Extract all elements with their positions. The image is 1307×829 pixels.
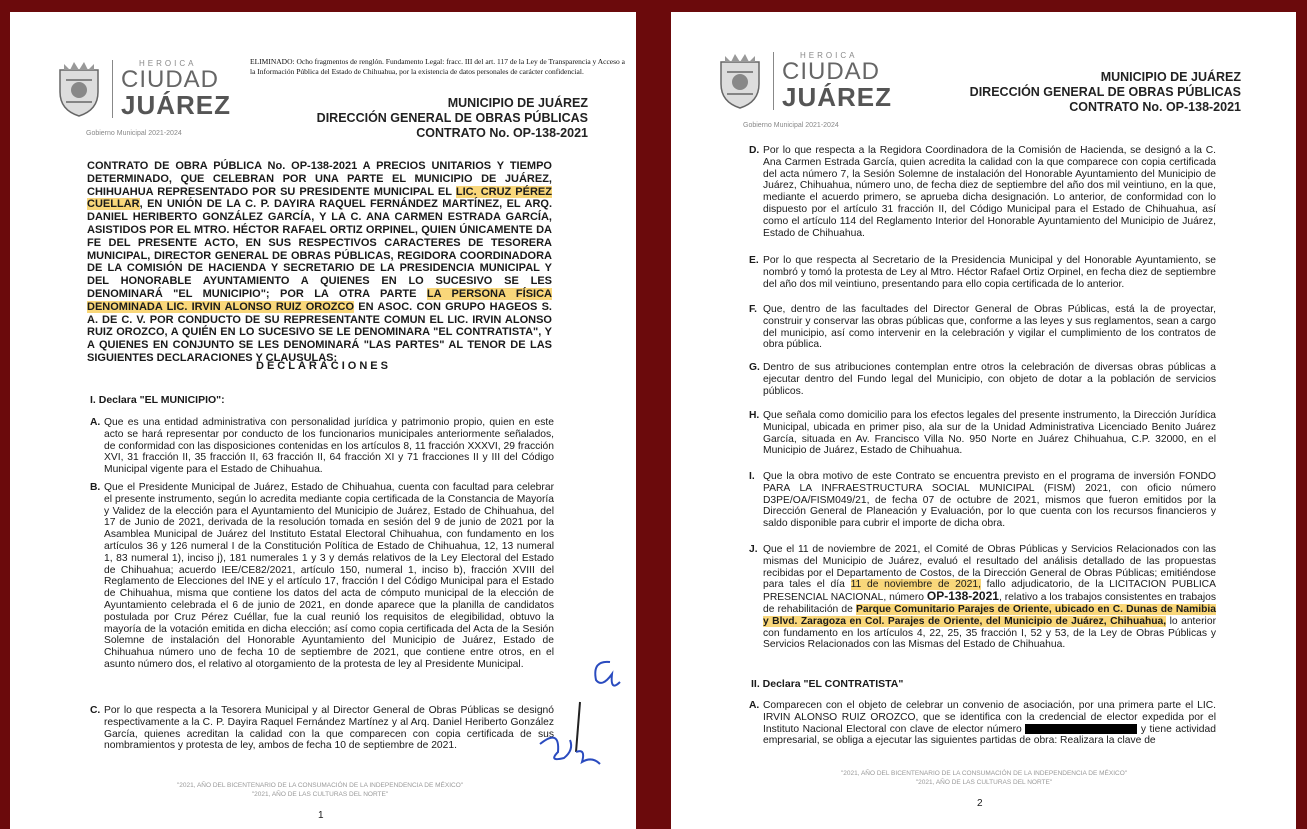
declaration-j xyxy=(749,544,1217,651)
declaration-i xyxy=(749,471,1216,530)
item-letter: F. xyxy=(749,304,758,315)
item-letter: G. xyxy=(749,362,760,373)
contract-number: OP-138-2021 xyxy=(926,589,999,604)
header-line-1: MUNICIPIO DE JUÁREZ xyxy=(447,96,588,110)
juarez-label: JUÁREZ xyxy=(121,90,232,120)
heroica-label: HEROICA xyxy=(800,51,858,60)
item-letter: A. xyxy=(749,700,760,711)
highlight-contractor: LA PERSONA FÍSICA DENOMINADA LIC. IRVIN ALONSO RUIZ OROZCO xyxy=(87,287,552,313)
gobierno-label: Gobierno Municipal 2021-2024 xyxy=(743,122,839,129)
page-number: 2 xyxy=(977,798,983,809)
page-footer xyxy=(799,769,1169,787)
item-letter: D. xyxy=(749,145,760,156)
document-page-2 xyxy=(671,12,1296,829)
juarez-label: JUÁREZ xyxy=(782,82,893,112)
city-wordmark xyxy=(112,60,231,118)
document-header xyxy=(970,70,1241,115)
item-letter: J. xyxy=(749,544,758,555)
item-letter: E. xyxy=(749,255,759,266)
footer-line-2: "2021, AÑO DE LAS CULTURAS DEL NORTE" xyxy=(251,791,389,798)
coat-of-arms-icon xyxy=(54,60,104,118)
item-text: Que la obra motivo de este Contrato se encuentra previsto en el programa de inversión FONDO PARA LA INFRAESTRUCTURA SOCIAL MUNICIPAL (FISM) 2021, con oficio número D3PE/OA/FISM049/21, de fecha 07 de octubre de 2021, mismos que fueron emitidos por la Dirección General de Planeación y Evaluación, por lo que cuenta con los recursos financieros y saldo disponible para cubrir el importe de dicha obra. xyxy=(763,471,1216,530)
header-line-2: DIRECCIÓN GENERAL DE OBRAS PÚBLICAS xyxy=(316,111,588,125)
declaration-e xyxy=(749,255,1216,290)
declaration-b xyxy=(90,482,554,671)
footer-line-1: "2021, AÑO DEL BICENTENARIO DE LA CONSUMACIÓN DE LA INDEPENDENCIA DE MÉXICO" xyxy=(176,782,464,789)
contract-intro xyxy=(87,160,552,365)
intro-text-b: , EN UNIÓN DE LA C. P. DAYIRA RAQUEL FERNÁNDEZ MARTÍNEZ, EL ARQ. DANIEL HERIBERTO GONZÁLEZ GARCÍA, Y LA C. ANA CARMEN ESTRADA GARCÍA, ASISTIDOS POR EL MTRO. HÉCTOR RAFAEL ORTIZ ORPINEL, QUIEN ÚNICAMENTE DA FE DEL PRESENTE ACTO, EN SUS RESPECTIVOS CARACTERES DE TESORERA MUNICIPAL, DIRECTOR GENERAL DE OBRAS PÚBLICAS, REGIDORA COORDINADORA DE LA COMISIÓN DE HACIENDA Y SECRETARIO DE LA PRESIDENCIA MUNICIPAL Y DEL HONORABLE AYUNTAMIENTO A QUIENES EN LO SUCESIVO SE LES DENOMINARÁ "EL MUNICIPIO"; POR LA OTRA PARTE xyxy=(87,198,552,300)
coat-of-arms-icon xyxy=(715,52,765,110)
intro-text-c: EN ASOC. CON GRUPO HAGEOS S. A. DE C. V. POR CONDUCTO DE SU REPRESENTANTE COMUN EL LIC. IRVIN ALONSO RUIZ OROZCO, A QUIÉN EN LO SUCESIVO SE LE DENOMINARA "EL CONTRATISTA", Y A QUIENES EN CONJUNTO SE LES DENOMINARÁ "LAS PARTES" AL TENOR DE LAS SIGUIENTES DECLARACIONES Y CLAUSULAS: xyxy=(87,300,552,364)
item-text-d: lo anterior con fundamento en los artículos 4, 22, 25, 35 fracción I, 52 y 53, de la Ley de Obras Públicas y Servicios Relacionados con las Mismas del Estado de Chihuahua. xyxy=(763,615,1217,651)
declaration-g xyxy=(749,362,1216,397)
item-letter: A. xyxy=(90,417,101,428)
document-header xyxy=(317,96,588,141)
ciudad-label: CIUDAD xyxy=(782,58,881,85)
item-text: Dentro de sus atribuciones contemplan entre otros la celebración de diversas obras públicas a ejecutar dentro del Fundo legal del Municipio, con objeto de dotar a la población de servicios públicos. xyxy=(763,362,1216,397)
header-line-2: DIRECCIÓN GENERAL DE OBRAS PÚBLICAS xyxy=(969,85,1241,99)
declaration-c xyxy=(90,705,554,752)
header-line-3: CONTRATO No. OP-138-2021 xyxy=(1069,100,1241,114)
declaration-d xyxy=(749,145,1216,239)
highlight-date: 11 de noviembre de 2021, xyxy=(850,579,981,591)
item-text-b: fallo adjudicatorio, de la LICITACION PUBLICA PRESENCIAL NACIONAL, número xyxy=(763,579,1216,604)
gobierno-label: Gobierno Municipal 2021-2024 xyxy=(86,130,182,137)
item-text: Que el Presidente Municipal de Juárez, Estado de Chihuahua, cuenta con facultad para celebrar el presente instrumento, según lo acredita mediante copia certificada de la Constancia de Mayoría y Validez de la elección para el Ayuntamiento del Municipio de Juárez, Estado de Chihuahua, del 17 de Junio de 2021, derivada de la resolución tomada en sesión del 9 de junio de 2021 por la Asamblea Municipal de Juárez del Instituto Estatal Electoral Chihuahua, con fundamento en los artículos 36 y 126 numeral I de la Constitución Política de Estado de Chihuahua, 12, 13 numeral 1, 83 numeral 1), inciso j), 181 numerales 1 y 3 y demás relativos de la Ley Electoral del Estado de Chihuahua; acuerdo IEE/CE82/2021, artículo 150, numeral 1, inciso b), fracción XVIII del Reglamento de Elecciones del INE y el artículo 17, fracción I del Código Municipal para el Estado de Chihuahua, misma que contiene los datos del acta de cómputo municipal de la elección de Ayuntamiento celebrada el 6 de junio de 2021, en donde aparece que la planilla de candidatos postulada por Cruz Pérez Cuéllar, fue la cual reunió los requisitos de elegibilidad, obtuvo la mayoría de la votación emitida en dicha elección; así como copia certificada del Acta de la Sesión Solemne de instalación del Honorable Ayuntamiento del Municipio de Juárez, Estado de Chihuahua número uno de fecha 10 de septiembre de 2021, que contiene entre otros, en el asunto número dos, el relativo al otorgamiento de la protesta de ley al Presidente Municipal. xyxy=(104,482,554,670)
section-1-heading: I. Declara "EL MUNICIPIO": xyxy=(90,394,225,406)
city-logo xyxy=(715,52,892,110)
document-page-1 xyxy=(10,12,636,829)
ciudad-label: CIUDAD xyxy=(121,66,220,93)
redaction-bar xyxy=(1025,724,1137,734)
item-text: Que, dentro de las facultades del Director General de Obras Públicas, está la de proyectar, construir y conservar las obras públicas que, conforme a las leyes y sus reglamentos, sean a cargo del municipio, así como intervenir en la celebración y vigilar el cumplimiento de los contratos de obra pública. xyxy=(763,304,1216,351)
item-letter: I. xyxy=(749,471,755,482)
header-line-1: MUNICIPIO DE JUÁREZ xyxy=(1100,70,1241,84)
item-letter: C. xyxy=(90,705,101,716)
item-text: Que señala como domicilio para los efectos legales del presente instrumento, la Dirección Jurídica Municipal, ubicada en primer piso, ala sur de la Unidad Administrativa Licenciado Benito Juárez García, situada en Av. Francisco Villa No. 950 Norte en Juárez Chihuahua, C.P. 32000, en el Municipio de Juárez, Estado de Chihuahua. xyxy=(763,410,1216,457)
footer-line-2: "2021, AÑO DE LAS CULTURAS DEL NORTE" xyxy=(915,779,1053,786)
item-text-a: Comparecen con el objeto de celebrar un convenio de asociación, por una primera parte el LIC. IRVIN ALONSO RUIZ OROZCO, que se identifica con la credencial de elector expedida por el Instituto Nacional Electoral con clave de elector número xyxy=(763,700,1216,735)
highlight-location: Parque Comunitario Parajes de Oriente, ubicado en C. Dunas de Namibia y Blvd. Zaragoza en Col. Parajes de Oriente, del Municipio de Juárez, Chihuahua, xyxy=(763,603,1216,627)
item-letter: H. xyxy=(749,410,760,421)
footer-line-1: "2021, AÑO DEL BICENTENARIO DE LA CONSUMACIÓN DE LA INDEPENDENCIA DE MÉXICO" xyxy=(840,770,1128,777)
item-text-c: , relativo a los trabajos consistentes en trabajos de rehabilitación de xyxy=(763,592,1216,615)
handwritten-signature-icon xyxy=(530,652,625,782)
header-line-3: CONTRATO No. OP-138-2021 xyxy=(416,126,588,140)
declaration-h xyxy=(749,410,1216,457)
page-footer xyxy=(140,781,500,799)
heroica-label: HEROICA xyxy=(139,59,197,68)
intro-text-a: CONTRATO DE OBRA PÚBLICA No. OP-138-2021 A PRECIOS UNITARIOS Y TIEMPO DETERMINADO, QUE CELEBRAN POR UNA PARTE EL MUNICIPIO DE JUÁREZ, CHIHUAHUA REPRESENTADO POR SU PRESIDENTE MUNICIPAL EL xyxy=(87,160,552,198)
section-2-heading: II. Declara "EL CONTRATISTA" xyxy=(751,678,904,690)
item-text: Por lo que respecta a la Tesorera Municipal y al Director General de Obras Públicas se designó respectivamente a la C. P. Dayira Raquel Fernández Martínez y al Arq. Daniel Heriberto González García, quienes acreditan la calidad con la que comparecen con copia certificada de sus nombramientos y protesta de ley, ambos de fecha 10 de septiembre de 2021. xyxy=(104,705,554,752)
declaration-f xyxy=(749,304,1216,351)
declaraciones-title: DECLARACIONES xyxy=(256,360,391,372)
declaration-a xyxy=(90,417,554,476)
highlight-president: LIC. CRUZ PÉREZ CUELLAR xyxy=(87,185,552,211)
city-logo xyxy=(54,60,231,118)
page-number: 1 xyxy=(318,810,324,821)
item-text: Por lo que respecta a la Regidora Coordinadora de la Comisión de Hacienda, se designó a la C. Ana Carmen Estrada García, quien acredita la calidad con la que comparece con copia certificada del acta número 7, la Sesión Solemne de instalación del Honorable Ayuntamiento del Municipio de Juárez, Chihuahua, número uno, de fecha diez de septiembre del año dos mil veintiuno, en la que, mediante el acuerdo primero, se aprueba dicha designación. Lo anterior, de conformidad con lo dispuesto por el artículo 31 fracción II, del Código Municipal para el Estado de Chihuahua, así como el artículo 114 del Reglamento Interior del Honorable Ayuntamiento del Municipio de Juárez, Estado de Chihuahua. xyxy=(763,145,1216,239)
declaration-a-contratista xyxy=(749,700,1216,747)
city-wordmark xyxy=(773,52,892,110)
redaction-note: ELIMINADO: Ocho fragmentos de renglón. Fundamento Legal: fracc. III del art. 117 de la Ley de Transparencia y Acceso a la Información Pública del Estado de Chihuahua, por la existencia de datos personales de carácter confidencial. xyxy=(250,57,626,76)
item-text: Por lo que respecta al Secretario de la Presidencia Municipal y del Honorable Ayuntamiento, se nombró y tomó la protesta de Ley al Mtro. Héctor Rafael Ortiz Orpinel, en fecha diez de septiembre del año dos mil veintiuno, presentando para ello copia certificada de lo anterior. xyxy=(763,255,1216,290)
item-text-a: Que el 11 de noviembre de 2021, el Comité de Obras Públicas y Servicios Relacionados con las mismas del Municipio de Juárez, evaluó el resultado del análisis detallado de las propuestas recibidas por el Departamento de Costos, de la Dirección General de Obras Públicas; emitiéndose para tales el día xyxy=(763,544,1216,591)
item-text-b: y tiene actividad empresarial, se obliga a ejecutar las siguientes partidas de obra: Realizara la clave de xyxy=(763,723,1216,747)
item-letter: B. xyxy=(90,482,101,493)
item-text: Que es una entidad administrativa con personalidad jurídica y patrimonio propio, quien en este acto se hará representar por conducto de los funcionarios municipales anteriormente señalados, de conformidad con las disposiciones contenidas en los artículos 8, 11 fracción XXXVI, 29 fracción XVI, 31 fracción II, 35 fracción II, 63 fracción II, 64 fracción XI y 71 fracciones II y III del Código Municipal vigente para el Estado de Chihuahua. xyxy=(104,417,554,476)
